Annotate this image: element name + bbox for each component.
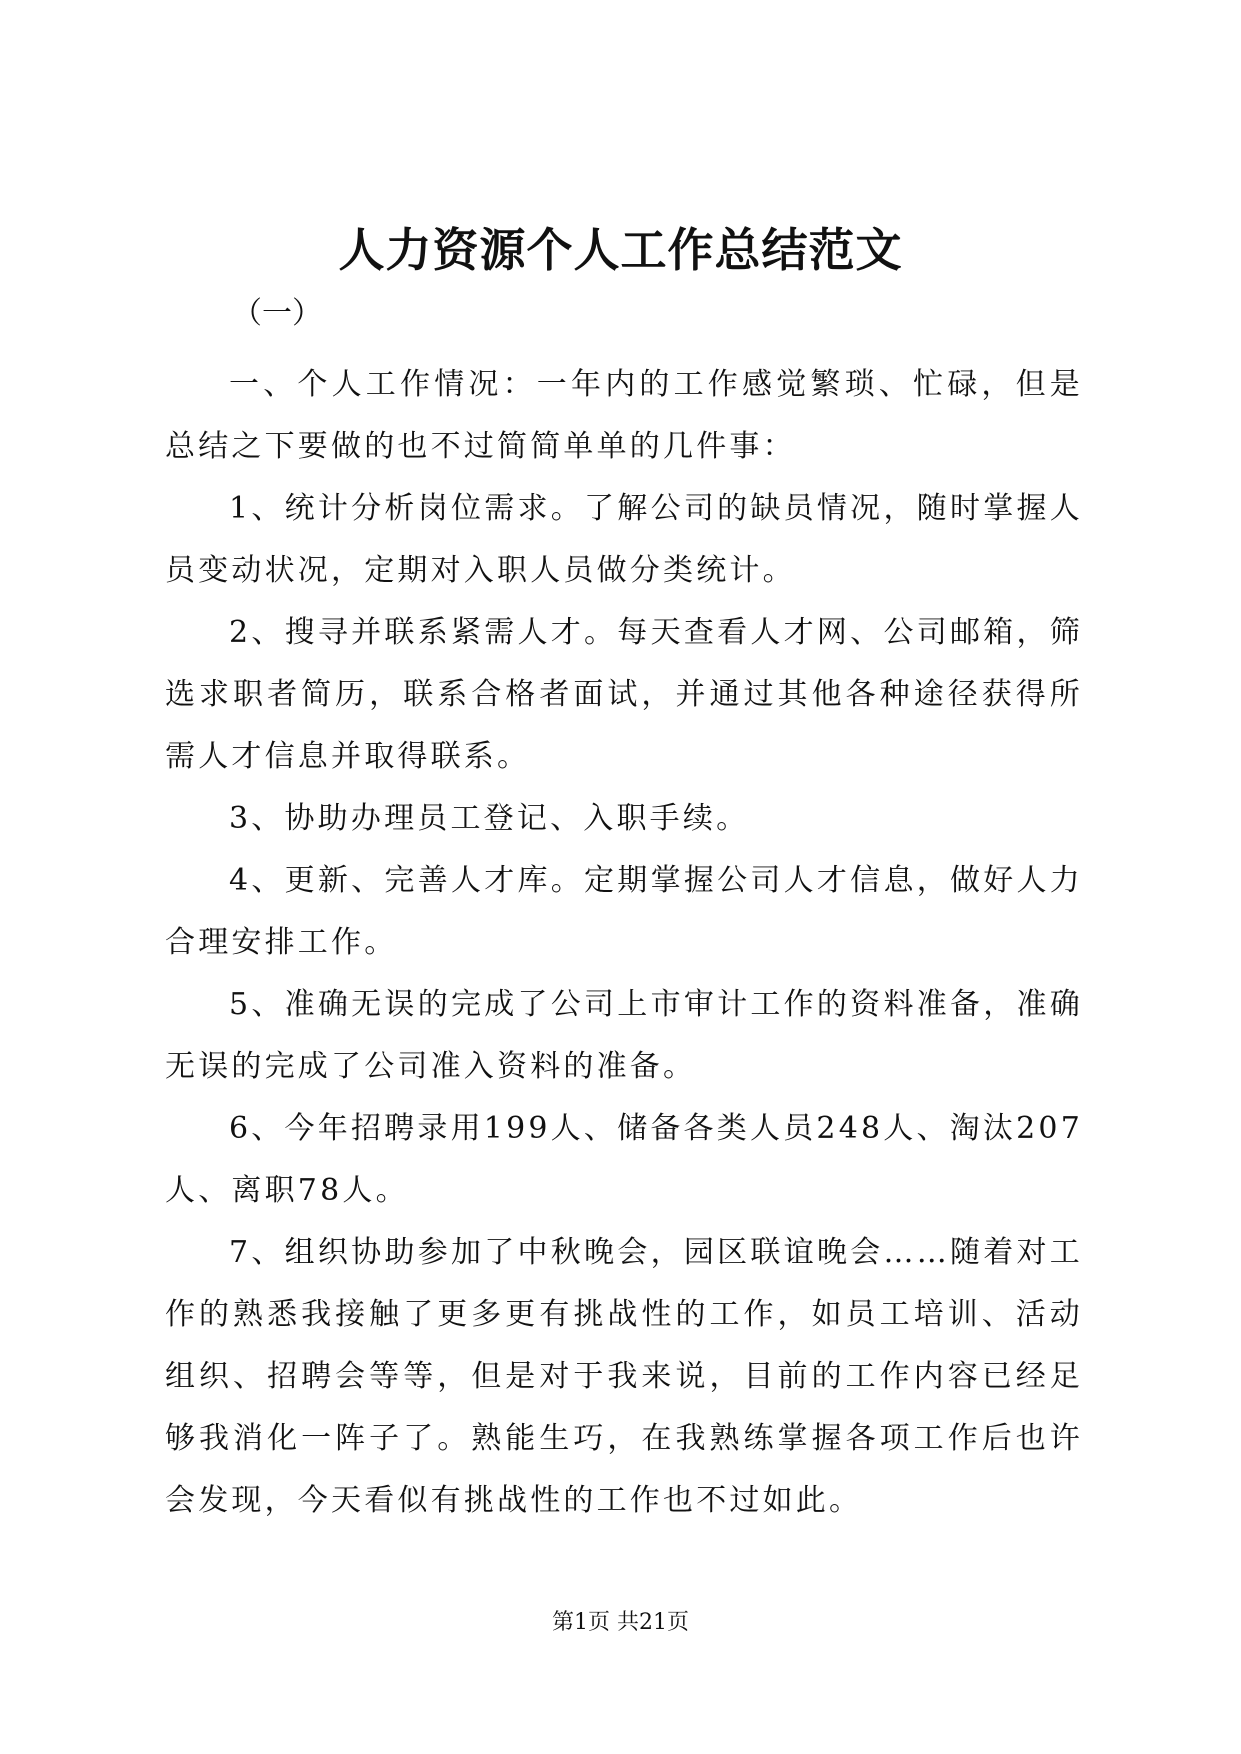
page-number-footer: 第1页 共21页 [552,1610,689,1635]
paragraph-item-2: 2、搜寻并联系紧需人才。每天查看人才网、公司邮箱，筛选求职者简历，联系合格者面试，并通过其他各种途径获得所需人才信息并取得联系。 [165,615,1083,774]
paragraph-item-1: 1、统计分析岗位需求。了解公司的缺员情况，随时掌握人员变动状况，定期对入职人员做分类统计。 [165,491,1083,588]
paragraph-item-6: 6、今年招聘录用199人、储备各类人员248人、淘汰207人、离职78人。 [165,1111,1083,1208]
paragraph-item-5: 5、准确无误的完成了公司上市审计工作的资料准备，准确无误的完成了公司准入资料的准备。 [165,987,1083,1084]
paragraph-item-3: 3、协助办理员工登记、入职手续。 [229,801,750,836]
paragraph-item-4: 4、更新、完善人才库。定期掌握公司人才信息，做好人力合理安排工作。 [165,863,1083,960]
paragraph-item-7: 7、组织协助参加了中秋晚会，园区联谊晚会……随着对工作的熟悉我接触了更多更有挑战性的工作，如员工培训、活动组织、招聘会等等，但是对于我来说，目前的工作内容已经足够我消化一阵子了。熟能生巧，在我熟练掌握各项工作后也许会发现，今天看似有挑战性的工作也不过如此。 [165,1235,1083,1518]
section-marker: （一） [232,296,322,331]
document-title: 人力资源个人工作总结范文 [338,223,903,277]
paragraph-personal-work-summary: 一、个人工作情况：一年内的工作感觉繁琐、忙碌，但是总结之下要做的也不过简简单单的几件事： [165,367,1083,464]
document-body [165,354,1083,1532]
